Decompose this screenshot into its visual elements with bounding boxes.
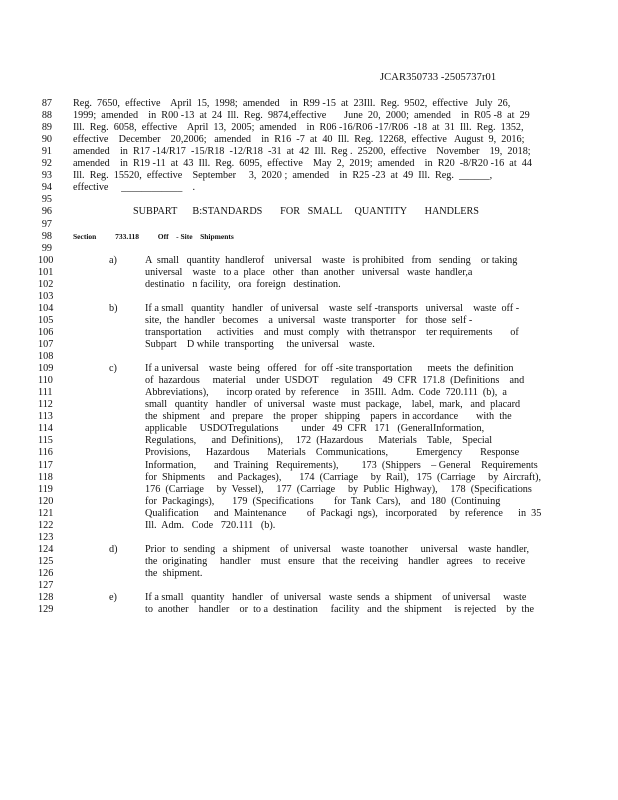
- document-line: [0, 375, 618, 387]
- line-number: 90: [41, 134, 52, 146]
- line-text: to another handler or to a destination facility and the shipment is rejected by the: [145, 604, 535, 616]
- line-number: 110: [38, 375, 53, 387]
- line-text: small quantity handler of universal waste must package, label, mark, and placard: [145, 399, 521, 411]
- line-text: the originating handler must ensure that the receiving handler agrees to receive: [145, 555, 526, 567]
- document-line: [0, 496, 618, 508]
- document-line: [0, 303, 618, 315]
- line-number: 123: [38, 531, 54, 543]
- line-number: 119: [38, 483, 53, 495]
- line-number: 126: [38, 567, 54, 579]
- document-line: [0, 267, 618, 279]
- line-text: If a universal waste being offered for off -site transportation meets the definition: [145, 363, 514, 375]
- document-line: [0, 520, 618, 532]
- line-number: 97: [41, 218, 52, 230]
- document-line: [0, 339, 618, 351]
- document-line: [0, 472, 618, 484]
- line-number: 107: [38, 339, 54, 350]
- line-number: 125: [38, 555, 54, 567]
- line-text: Regulations, and Definitions), 172 (Hazardous Materials Table, Special: [145, 435, 493, 447]
- line-number: 94: [41, 182, 52, 194]
- document-line: [0, 568, 618, 580]
- line-number: 116: [38, 447, 53, 459]
- document-line: [0, 532, 618, 544]
- document-line: [0, 351, 618, 363]
- document-line: [0, 219, 618, 231]
- line-text: Information, and Training Requirements), 173 (Shippers – General Requirements: [145, 459, 538, 471]
- line-text: A small quantity handlerof universal waste is prohibited from sending or taking: [145, 254, 518, 266]
- document-line: [0, 291, 618, 303]
- line-text: Provisions, Hazardous Materials Communications, Emergency Response: [145, 447, 520, 459]
- document-line: [0, 423, 618, 435]
- line-number: 99: [41, 242, 52, 254]
- line-text: for Shipments and Packages), 174 (Carriage by Rail), 175 (Carriage by Aircraft),: [145, 471, 542, 483]
- line-number: 102: [38, 278, 54, 290]
- line-number: 87: [41, 98, 52, 109]
- line-text: Ill. Reg. 6058, effective April 13, 2005; amended in R06 -16/R06 -17/R06 -18 at 31 Ill. Reg. 1352,: [73, 122, 524, 134]
- line-text: amended in R19 -11 at 43 Ill. Reg. 6095, effective May 2, 2019; amended in R20 -8/R20 -16 at 44: [73, 158, 532, 170]
- document-line: [0, 411, 618, 423]
- document-line: [0, 544, 618, 556]
- line-number: 92: [41, 158, 52, 170]
- document-line: [0, 447, 618, 459]
- document-line: [0, 243, 618, 255]
- document-line: [0, 98, 618, 110]
- line-number: 118: [38, 471, 53, 483]
- line-text: If a small quantity handler of universal waste sends a shipment of universal waste: [145, 592, 527, 604]
- document-line: [0, 508, 618, 520]
- document-line: [0, 206, 618, 218]
- line-number: 106: [38, 326, 54, 338]
- document-line: [0, 580, 618, 592]
- document-line: [0, 122, 618, 134]
- line-text: the shipment and prepare the proper shipping papers in accordance with the: [145, 411, 512, 423]
- document-line: [0, 363, 618, 375]
- line-text: 1999; amended in R00 -13 at 24 Ill. Reg. 9874,effective June 20, 2000; amended in R05 -8 at 29: [73, 110, 530, 122]
- line-text: of hazardous material under USDOT regulation 49 CFR 171.8 (Definitions and: [145, 375, 525, 387]
- line-number: 93: [41, 170, 52, 182]
- line-text: Subpart D while transporting the universal waste.: [145, 339, 375, 350]
- line-number: 129: [38, 604, 54, 616]
- line-text: Reg. 7650, effective April 15, 1998; amended in R99 -15 at 23Ill. Reg. 9502, effective July 26,: [73, 98, 511, 109]
- line-number: 109: [38, 363, 54, 375]
- document-line: [0, 484, 618, 496]
- line-number: 88: [41, 110, 52, 122]
- line-number: 98: [41, 230, 52, 242]
- document-line: [0, 279, 618, 291]
- document-line: [0, 146, 618, 158]
- subsection-label: c): [109, 363, 117, 375]
- line-number: 111: [38, 387, 53, 399]
- line-number: 121: [38, 507, 54, 519]
- document-line: [0, 194, 618, 206]
- line-number: 112: [38, 399, 53, 411]
- line-number: 117: [38, 459, 53, 471]
- line-number: 101: [38, 266, 54, 278]
- document-line: [0, 134, 618, 146]
- section-heading: Section 733.118 Off - Site Shipments: [73, 231, 234, 241]
- subsection-label: e): [109, 592, 117, 604]
- line-number: 95: [41, 194, 52, 206]
- document-line: [0, 231, 618, 243]
- document-line: [0, 315, 618, 327]
- document-line: [0, 387, 618, 399]
- line-text: Abbreviations), incorp orated by reference in 35Ill. Adm. Code 720.111 (b), a: [145, 387, 507, 399]
- line-text: for Packagings), 179 (Specifications for Tank Cars), and 180 (Continuing: [145, 495, 501, 507]
- line-text: Prior to sending a shipment of universal waste toanother universal waste handler,: [145, 543, 530, 555]
- line-text: 176 (Carriage by Vessel), 177 (Carriage by Public Highway), 178 (Specifications: [145, 483, 532, 495]
- subsection-label: d): [109, 543, 118, 555]
- document-line: [0, 158, 618, 170]
- document-line: [0, 327, 618, 339]
- subpart-heading: SUBPART B:STANDARDS FOR SMALL QUANTITY HANDLERS: [133, 206, 479, 218]
- line-number: 103: [38, 290, 54, 302]
- line-number: 114: [38, 423, 53, 435]
- line-text: destinatio n facility, ora foreign destination.: [145, 278, 341, 290]
- document-line: [0, 110, 618, 122]
- document-line: [0, 170, 618, 182]
- document-line: [0, 460, 618, 472]
- line-text: effective December 20,2006; amended in R16 -7 at 40 Ill. Reg. 12268, effective August 9, 2016;: [73, 134, 525, 146]
- line-number: 96: [41, 206, 52, 218]
- line-number: 100: [38, 254, 54, 266]
- line-number: 105: [38, 314, 54, 326]
- document-line: [0, 592, 618, 604]
- line-text: effective ____________ .: [73, 182, 196, 194]
- line-text: Ill. Reg. 15520, effective September 3, 2020 ; amended in R25 -23 at 49 Ill. Reg. ______,: [73, 170, 493, 182]
- line-number: 104: [38, 302, 54, 314]
- document-line: [0, 556, 618, 568]
- line-text: Ill. Adm. Code 720.111 (b).: [145, 519, 276, 531]
- line-number: 108: [38, 351, 54, 363]
- line-text: applicable USDOTregulations under 49 CFR 171 (GeneralInformation,: [145, 423, 485, 435]
- document-line: [0, 399, 618, 411]
- line-number: 91: [41, 146, 52, 158]
- line-number: 113: [38, 411, 53, 423]
- line-number: 120: [38, 495, 54, 507]
- subsection-label: a): [109, 254, 117, 266]
- document-line: [0, 255, 618, 267]
- line-number: 122: [38, 519, 54, 531]
- document-id: JCAR350733 -2505737r01: [380, 72, 497, 83]
- line-text: Qualification and Maintenance of Packagi ngs), incorporated by reference in 35: [145, 507, 542, 519]
- document-line: [0, 182, 618, 194]
- line-number: 89: [41, 122, 52, 134]
- line-text: transportation activities and must comply with thetranspor ter requirements of: [145, 326, 519, 338]
- line-text: universal waste to a place other than another universal waste handler,a: [145, 266, 473, 278]
- subsection-label: b): [109, 302, 118, 314]
- line-text: amended in R17 -14/R17 -15/R18 -12/R18 -31 at 42 Ill. Reg . 25200, effective November 19, 2018;: [73, 146, 531, 158]
- line-number: 128: [38, 592, 54, 604]
- line-number: 127: [38, 580, 54, 591]
- document-line: [0, 435, 618, 447]
- document-line: [0, 604, 618, 616]
- line-number: 124: [38, 543, 54, 555]
- line-text: If a small quantity handler of universal waste self -transports universal waste off -: [145, 302, 520, 314]
- line-text: site, the handler becomes a universal waste transporter for those self -: [145, 314, 473, 326]
- line-number: 115: [38, 435, 53, 447]
- line-text: the shipment.: [145, 567, 203, 579]
